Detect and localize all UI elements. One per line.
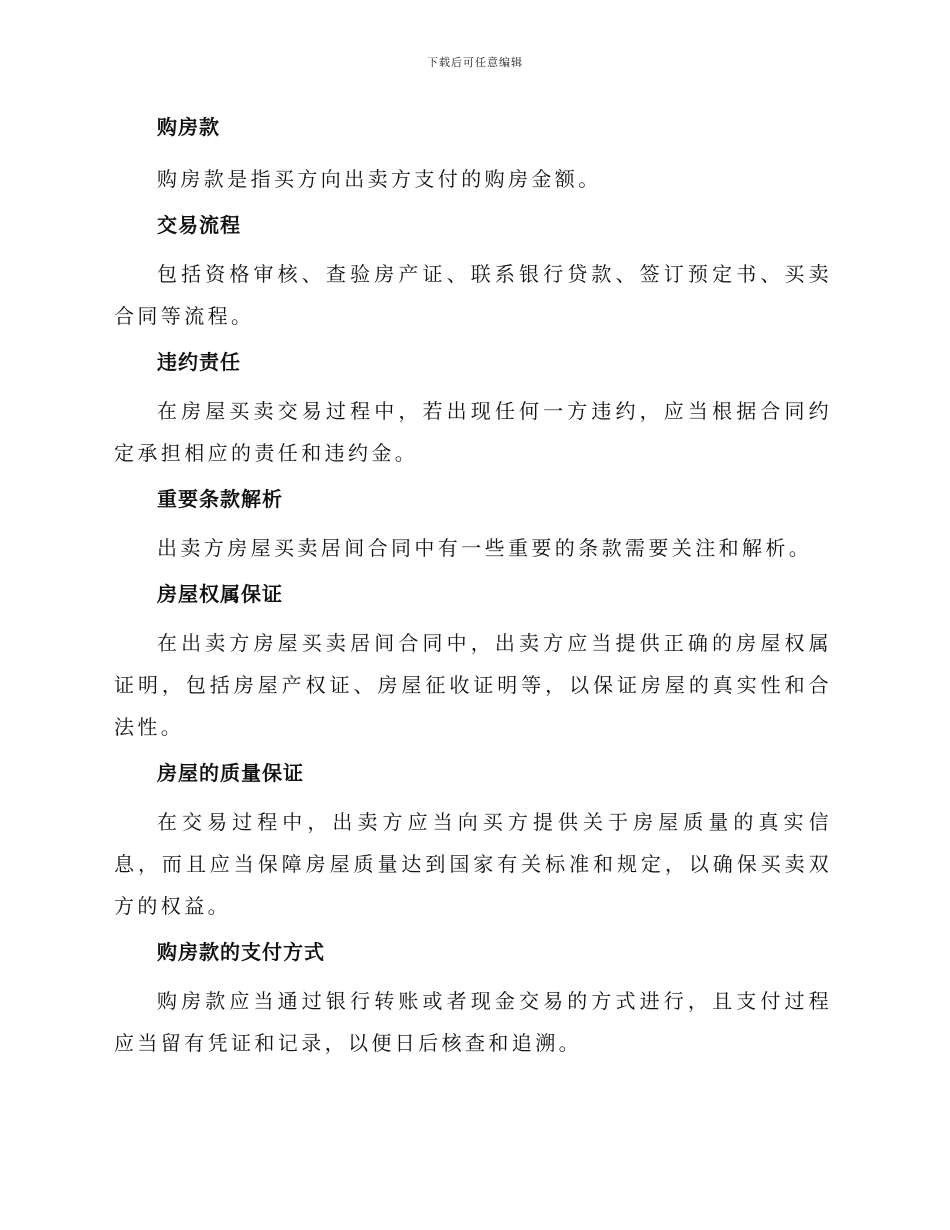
header-note: 下载后可任意编辑 <box>427 56 523 69</box>
section-paragraph: 在出卖方房屋买卖居间合同中，出卖方应当提供正确的房屋权属证明，包括房屋产权证、房屋征收证明等，以保证房屋的真实性和合法性。 <box>114 631 832 739</box>
section-paragraph: 出卖方房屋买卖居间合同中有一些重要的条款需要关注和解析。 <box>157 536 813 560</box>
section-key-clauses <box>114 484 832 569</box>
section-breach-liability <box>114 347 832 474</box>
section-heading: 房屋权属保证 <box>157 582 283 606</box>
section-heading: 交易流程 <box>157 213 241 237</box>
section-ownership-guarantee <box>114 579 832 748</box>
section-paragraph: 在房屋买卖交易过程中，若出现任何一方违约，应当根据合同约定承担相应的责任和违约金。 <box>114 399 832 465</box>
section-heading: 购房款的支付方式 <box>157 940 325 964</box>
section-paragraph: 包括资格审核、查验房产证、联系银行贷款、签订预定书、买卖合同等流程。 <box>114 262 832 328</box>
section-heading: 房屋的质量保证 <box>157 761 304 785</box>
section-heading: 购房款 <box>157 115 220 139</box>
document-body <box>114 112 832 1064</box>
section-heading: 违约责任 <box>157 350 241 374</box>
section-heading: 重要条款解析 <box>157 487 283 511</box>
section-payment-method <box>114 937 832 1064</box>
section-quality-guarantee <box>114 758 832 927</box>
section-transaction-process <box>114 210 832 337</box>
section-paragraph: 在交易过程中，出卖方应当向买方提供关于房屋质量的真实信息，而且应当保障房屋质量达到国家有关标准和规定，以确保买卖双方的权益。 <box>114 810 832 918</box>
section-paragraph: 购房款应当通过银行转账或者现金交易的方式进行，且支付过程应当留有凭证和记录，以便日后核查和追溯。 <box>114 989 832 1055</box>
section-purchase-payment <box>114 112 832 200</box>
section-paragraph: 购房款是指买方向出卖方支付的购房金额。 <box>157 167 602 191</box>
